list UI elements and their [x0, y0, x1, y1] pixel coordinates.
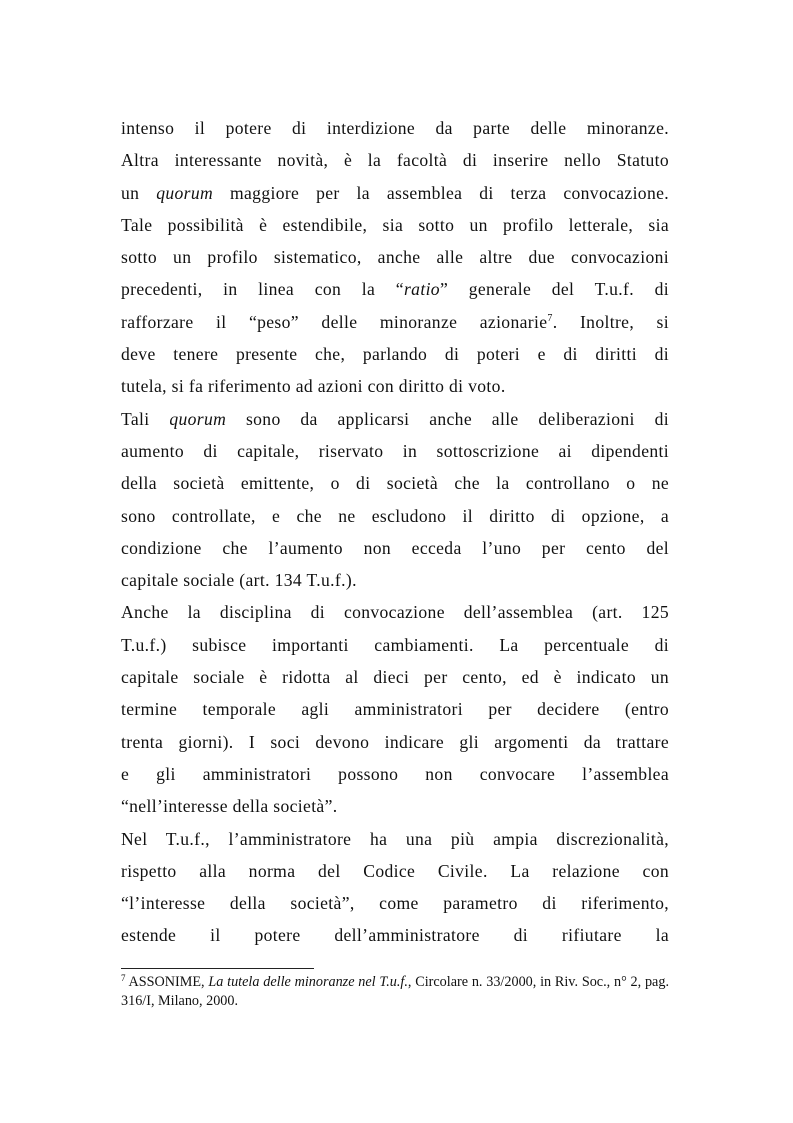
text-line — [121, 758, 669, 790]
text-line — [121, 596, 669, 628]
line-text: maggiore per la assemblea di terza convocazione. — [213, 182, 670, 203]
line-text: deve tenere presente che, parlando di poteri e di diritti di — [121, 344, 669, 365]
line-text: rafforzare il “peso” delle minoranze azionarie — [121, 311, 548, 332]
footnote-author: ASSONIME, — [125, 974, 209, 990]
text-line — [121, 532, 669, 564]
text-line — [121, 500, 669, 532]
text-line — [121, 435, 669, 467]
footnote-number: 7 — [121, 973, 126, 983]
line-text: Tale possibilità è estendibile, sia sotto un profilo letterale, sia — [121, 214, 669, 235]
line-text: condizione che l’aumento non ecceda l’uno per cento del — [121, 537, 669, 558]
line-text: estende il potere dell’amministratore di rifiutare la — [121, 925, 669, 946]
text-line — [121, 661, 669, 693]
line-text: intenso il potere di interdizione da parte delle minoranze. — [121, 118, 669, 138]
text-line — [121, 241, 669, 273]
line-text: e gli amministratori possono non convocare l’assemblea — [121, 763, 669, 784]
text-line — [121, 370, 669, 402]
body-text — [121, 112, 669, 952]
text-line — [121, 273, 669, 305]
text-line — [121, 790, 669, 822]
line-text: sono da applicarsi anche alle deliberazioni di — [226, 408, 669, 429]
text-line — [121, 564, 669, 596]
line-text: tutela, si fa riferimento ad azioni con diritto di voto. — [121, 376, 506, 397]
text-line — [121, 144, 669, 176]
line-text: termine temporale agli amministratori per decidere (entro — [121, 699, 669, 720]
text-line — [121, 209, 669, 241]
footnote-separator — [121, 968, 314, 969]
text-line — [121, 823, 669, 855]
line-text: sono controllate, e che ne escludono il diritto di opzione, a — [121, 505, 669, 526]
line-text: “nell’interesse della società”. — [121, 796, 338, 817]
text-line — [121, 403, 669, 435]
emphasis: quorum — [169, 408, 227, 429]
line-text: “l’interesse della società”, come parametro di riferimento, — [121, 893, 669, 914]
line-text: T.u.f.) subisce importanti cambiamenti. La percentuale di — [121, 634, 669, 655]
text-line — [121, 726, 669, 758]
line-text: precedenti, in linea con la “ — [121, 279, 404, 300]
line-text: Tali — [121, 408, 170, 429]
footnote-7 — [121, 973, 669, 1011]
line-text: un — [121, 182, 157, 203]
line-text: . Inoltre, si — [552, 311, 669, 332]
text-line — [121, 629, 669, 661]
emphasis: ratio — [403, 279, 440, 300]
line-text: capitale sociale è ridotta al dieci per cento, ed è indicato un — [121, 667, 669, 688]
line-text: aumento di capitale, riservato in sottoscrizione ai dipendenti — [121, 440, 669, 461]
line-text: della società emittente, o di società che la controllano o ne — [121, 473, 669, 494]
line-text: sotto un profilo sistematico, anche alle altre due convocazioni — [121, 247, 669, 268]
footnote-title: La tutela delle minoranze nel T.u.f. — [208, 974, 408, 990]
text-line — [121, 177, 669, 209]
footnote-ref-7: 7 — [547, 312, 553, 324]
line-text: capitale sociale (art. 134 T.u.f.). — [121, 570, 357, 591]
line-text: Altra interessante novità, è la facoltà di inserire nello Statuto — [121, 150, 669, 171]
text-line — [121, 112, 669, 144]
emphasis: quorum — [156, 182, 214, 203]
text-line — [121, 306, 669, 338]
line-text: trenta giorni). I soci devono indicare gli argomenti da trattare — [121, 731, 669, 752]
footnote-rest: , Circolare n. 33/2000, in Riv. Soc., n° 2, pag. 316/I, Milano, 2000. — [121, 974, 669, 1009]
line-text: Anche la disciplina di convocazione dell’assemblea (art. 125 — [121, 602, 669, 623]
text-line — [121, 693, 669, 725]
line-text: ” generale del T.u.f. di — [439, 279, 669, 300]
text-line — [121, 919, 669, 951]
line-text: rispetto alla norma del Codice Civile. La relazione con — [121, 860, 669, 881]
line-text: Nel T.u.f., l’amministratore ha una più ampia discrezionalità, — [121, 828, 669, 849]
text-line — [121, 467, 669, 499]
text-line — [121, 855, 669, 887]
text-line — [121, 887, 669, 919]
text-line — [121, 338, 669, 370]
